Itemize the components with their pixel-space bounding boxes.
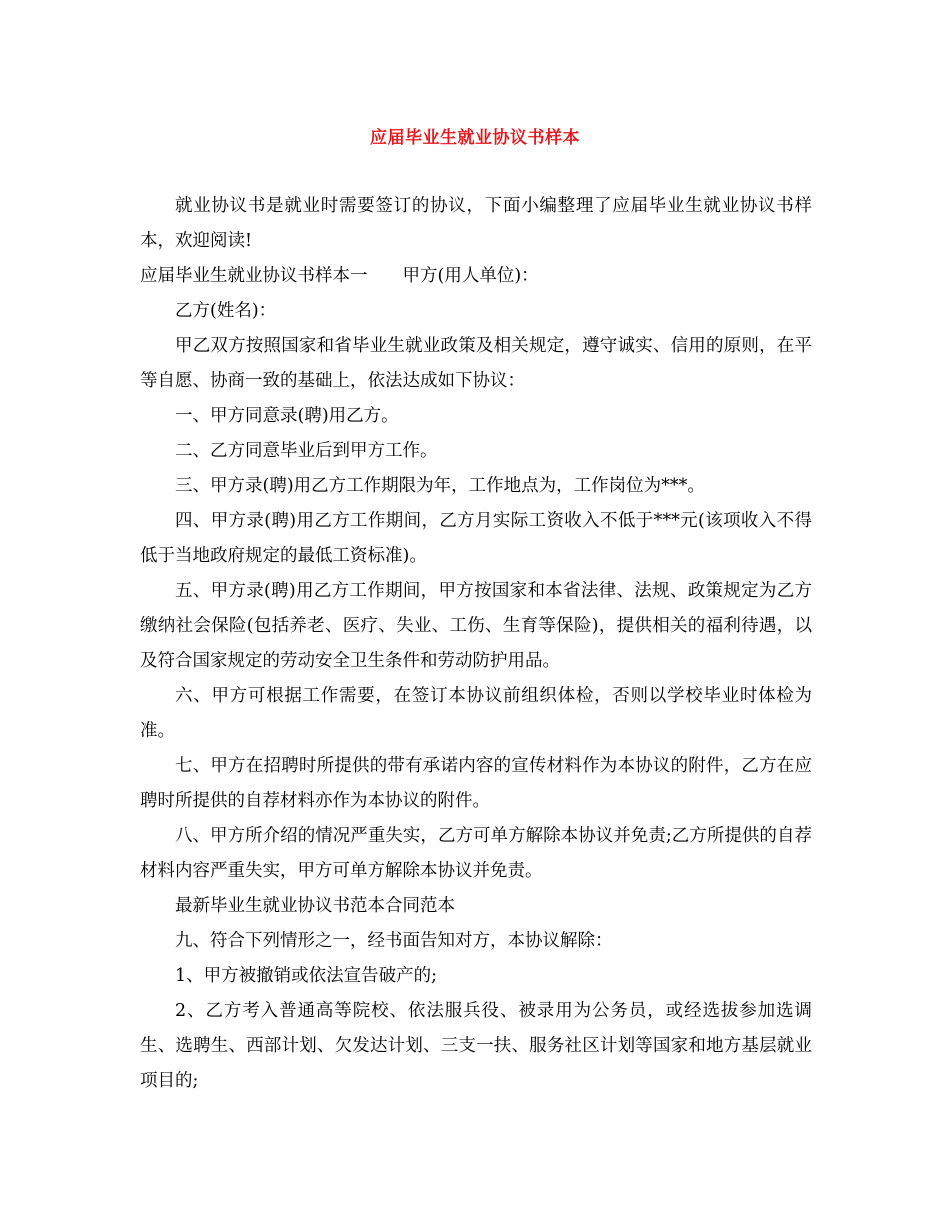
paragraph: 三、甲方录(聘)用乙方工作期限为年，工作地点为，工作岗位为***。 xyxy=(175,476,705,496)
paragraph: 就业协议书是就业时需要签订的协议，下面小编整理了应届毕业生就业协议书样本，欢迎阅读! xyxy=(140,196,812,251)
paragraph: 五、甲方录(聘)用乙方工作期间，甲方按国家和本省法律、法规、政策规定为乙方缴纳社会保险(包括养老、医疗、失业、工伤、生育等保险)，提供相关的福利待遇，以及符合国家规定的劳动安全卫生条件和劳动防护用品。 xyxy=(140,581,812,671)
document-body xyxy=(140,189,812,1099)
paragraph: 六、甲方可根据工作需要，在签订本协议前组织体检，否则以学校毕业时体检为准。 xyxy=(140,686,812,741)
paragraph: 2、乙方考入普通高等院校、依法服兵役、被录用为公务员，或经选拔参加选调生、选聘生、西部计划、欠发达计划、三支一扶、服务社区计划等国家和地方基层就业项目的; xyxy=(140,1001,812,1091)
paragraph: 九、符合下列情形之一，经书面告知对方，本协议解除： xyxy=(175,931,613,951)
document-title: 应届毕业生就业协议书样本 xyxy=(370,128,580,148)
paragraph: 四、甲方录(聘)用乙方工作期间，乙方月实际工资收入不低于***元(该项收入不得低于当地政府规定的最低工资标准)。 xyxy=(140,511,812,566)
paragraph: 最新毕业生就业协议书范本合同范本 xyxy=(175,896,455,916)
paragraph: 甲乙双方按照国家和省毕业生就业政策及相关规定，遵守诚实、信用的原则，在平等自愿、协商一致的基础上，依法达成如下协议： xyxy=(140,336,812,391)
paragraph: 二、乙方同意毕业后到甲方工作。 xyxy=(175,441,438,461)
paragraph: 应届毕业生就业协议书样本一 甲方(用人单位)： xyxy=(140,266,539,286)
paragraph: 八、甲方所介绍的情况严重失实，乙方可单方解除本协议并免责;乙方所提供的自荐材料内容严重失实，甲方可单方解除本协议并免责。 xyxy=(140,826,812,881)
paragraph: 七、甲方在招聘时所提供的带有承诺内容的宣传材料作为本协议的附件，乙方在应聘时所提供的自荐材料亦作为本协议的附件。 xyxy=(140,756,812,811)
paragraph: 乙方(姓名)： xyxy=(175,301,277,321)
paragraph: 1、甲方被撤销或依法宣告破产的; xyxy=(175,966,438,986)
paragraph: 一、甲方同意录(聘)用乙方。 xyxy=(175,406,399,426)
